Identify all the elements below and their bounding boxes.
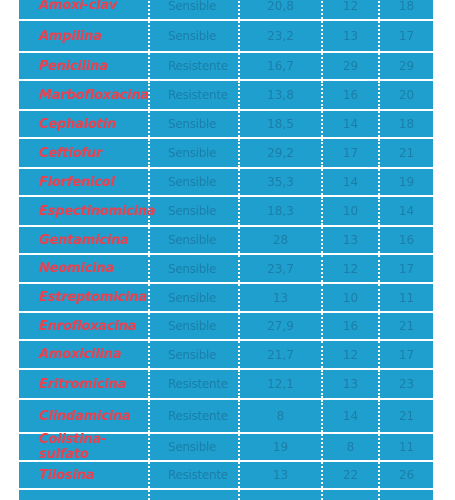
breakpoint-high: 21 bbox=[398, 146, 415, 160]
interpretation: Sensible bbox=[150, 0, 240, 19]
table-row bbox=[19, 197, 433, 227]
breakpoint-low: 13 bbox=[323, 21, 380, 51]
breakpoint-high: 17 bbox=[398, 261, 415, 276]
antibiotic-name: Ceftiofur bbox=[19, 139, 150, 167]
susceptibility-table bbox=[19, 0, 433, 500]
breakpoint-low: 14 bbox=[323, 400, 380, 432]
breakpoint-low: 22 bbox=[323, 462, 380, 488]
halo-value: 28 bbox=[240, 227, 323, 253]
halo-value: 29,2 bbox=[240, 139, 323, 167]
interpretation: Resistente bbox=[150, 370, 240, 398]
breakpoint-high: 19 bbox=[398, 175, 415, 189]
interpretation: Sensible bbox=[150, 255, 240, 282]
halo-value: 18,5 bbox=[240, 111, 323, 137]
breakpoint-high: 20 bbox=[398, 88, 415, 102]
halo-value: 23,7 bbox=[240, 255, 323, 282]
interpretation: Sensible bbox=[150, 21, 240, 51]
interpretation: Sensible bbox=[150, 111, 240, 137]
antibiotic-name: Estreptomicina bbox=[19, 284, 150, 311]
breakpoint-low: 14 bbox=[323, 169, 380, 195]
halo-value: 19 bbox=[240, 434, 323, 460]
interpretation: Resistente bbox=[150, 53, 240, 79]
halo-value: 20,8 bbox=[240, 0, 323, 19]
halo-value: 35,3 bbox=[240, 169, 323, 195]
table-row bbox=[19, 21, 433, 53]
breakpoint-high: 21 bbox=[398, 319, 415, 333]
antibiotic-name: Espectinomicina bbox=[19, 197, 150, 225]
breakpoint-high: 18 bbox=[398, 117, 415, 131]
breakpoint-low: 14 bbox=[323, 111, 380, 137]
table-row-partial bbox=[19, 490, 433, 500]
breakpoint-high: 21 bbox=[398, 409, 415, 423]
breakpoint-low: 12 bbox=[323, 255, 380, 282]
halo-value: 8 bbox=[240, 400, 323, 432]
antibiotic-name: Enrofloxacina bbox=[19, 313, 150, 339]
antibiotic-name: Clindamicina bbox=[19, 400, 150, 432]
breakpoint-low: 13 bbox=[323, 227, 380, 253]
breakpoint-high: 23 bbox=[398, 377, 415, 391]
breakpoint-high: 14 bbox=[398, 204, 415, 218]
antibiotic-name-empty bbox=[19, 490, 150, 500]
halo-value-empty bbox=[240, 490, 323, 500]
halo-value: 13 bbox=[240, 462, 323, 488]
halo-value: 18,3 bbox=[240, 197, 323, 225]
breakpoint-low-empty bbox=[323, 490, 380, 500]
antibiotic-name: Neomicina bbox=[19, 255, 150, 282]
antibiotic-name: Amoxi-clav bbox=[19, 0, 150, 19]
table-row bbox=[19, 111, 433, 139]
breakpoint-low: 13 bbox=[323, 370, 380, 398]
breakpoint-low: 16 bbox=[323, 81, 380, 109]
halo-value: 12,1 bbox=[240, 370, 323, 398]
breakpoint-low: 12 bbox=[323, 341, 380, 368]
breakpoint-low: 10 bbox=[323, 197, 380, 225]
halo-value: 27,9 bbox=[240, 313, 323, 339]
interpretation: Sensible bbox=[150, 284, 240, 311]
table-row bbox=[19, 255, 433, 284]
antibiotic-name: Eritromicina bbox=[19, 370, 150, 398]
halo-value: 13,8 bbox=[240, 81, 323, 109]
table-row bbox=[19, 81, 433, 111]
table-row bbox=[19, 370, 433, 400]
breakpoint-low: 16 bbox=[323, 313, 380, 339]
table-row bbox=[19, 462, 433, 490]
breakpoint-low: 29 bbox=[323, 53, 380, 79]
breakpoint-low: 12 bbox=[323, 0, 380, 19]
table-row bbox=[19, 227, 433, 255]
antibiotic-name: Amoxicilina bbox=[19, 341, 150, 368]
table-row bbox=[19, 169, 433, 197]
interpretation: Sensible bbox=[150, 341, 240, 368]
table-row bbox=[19, 139, 433, 169]
interpretation: Sensible bbox=[150, 434, 240, 460]
antibiotic-name: Ampilina bbox=[19, 21, 150, 51]
breakpoint-high: 11 bbox=[398, 290, 415, 305]
table-row bbox=[19, 313, 433, 341]
halo-value: 21,7 bbox=[240, 341, 323, 368]
table-row bbox=[19, 400, 433, 434]
antibiotic-name: Colistina-sulfato bbox=[19, 434, 150, 460]
interpretation: Sensible bbox=[150, 313, 240, 339]
breakpoint-low: 10 bbox=[323, 284, 380, 311]
interpretation: Sensible bbox=[150, 169, 240, 195]
interpretation: Resistente bbox=[150, 400, 240, 432]
breakpoint-high: 17 bbox=[398, 29, 415, 43]
table-row bbox=[19, 0, 433, 21]
halo-value: 16,7 bbox=[240, 53, 323, 79]
interpretation: Sensible bbox=[150, 197, 240, 225]
breakpoint-high: 16 bbox=[398, 233, 415, 247]
table-row bbox=[19, 341, 433, 370]
interpretation: Sensible bbox=[150, 227, 240, 253]
breakpoint-low: 17 bbox=[323, 139, 380, 167]
antibiotic-name: Marbofloxacina bbox=[19, 81, 150, 109]
table-row bbox=[19, 284, 433, 313]
antibiotic-name: Penicilina bbox=[19, 53, 150, 79]
breakpoint-high: 18 bbox=[398, 0, 415, 13]
breakpoint-high-empty bbox=[380, 490, 433, 500]
antibiotic-name: Gentamicina bbox=[19, 227, 150, 253]
antibiotic-name: Florfenicol bbox=[19, 169, 150, 195]
table-row bbox=[19, 53, 433, 81]
interpretation-empty bbox=[150, 490, 240, 500]
breakpoint-high: 29 bbox=[398, 59, 415, 73]
halo-value: 23,2 bbox=[240, 21, 323, 51]
interpretation: Resistente bbox=[150, 462, 240, 488]
breakpoint-high: 17 bbox=[398, 347, 415, 362]
breakpoint-high: 11 bbox=[398, 440, 415, 454]
antibiotic-name: Tilosina bbox=[19, 462, 150, 488]
breakpoint-high: 26 bbox=[398, 468, 415, 482]
halo-value: 13 bbox=[240, 284, 323, 311]
antibiotic-name: Cephalotin bbox=[19, 111, 150, 137]
interpretation: Sensible bbox=[150, 139, 240, 167]
breakpoint-low: 8 bbox=[323, 434, 380, 460]
interpretation: Resistente bbox=[150, 81, 240, 109]
table-row bbox=[19, 434, 433, 462]
